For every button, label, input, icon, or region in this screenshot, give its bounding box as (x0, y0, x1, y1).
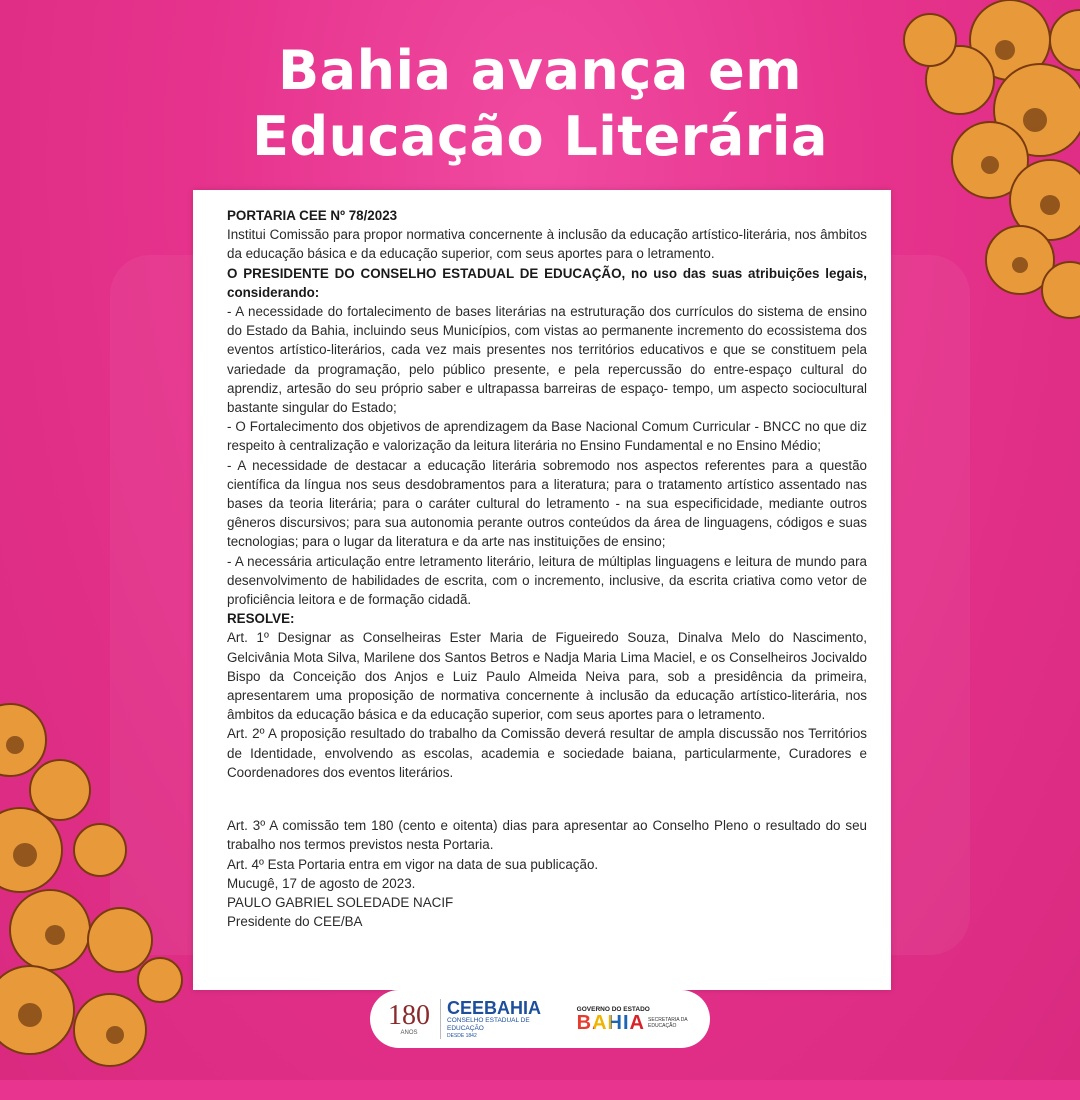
cee-full-name: CONSELHO ESTADUAL DE EDUCAÇÃO (447, 1017, 530, 1032)
article-4: Art. 4º Esta Portaria entra em vigor na data de sua publicação. (227, 856, 599, 872)
resolve-heading: RESOLVE: (227, 611, 295, 627)
gov-top-text: GOVERNO DO ESTADO (576, 1005, 650, 1013)
title-line-2: Educação Literária (252, 105, 828, 168)
article-2: Art. 2º A proposição resultado do trabalho da Comissão deverá resultar de ampla discussão nos Territórios de Identidade, envolvendo as escolas, academia e sociedade baiana, particularmente, Curadores e Coordenadores dos eventos literários. (227, 726, 867, 780)
cee-since: DESDE 1842 (447, 1033, 477, 1039)
page-title (0, 38, 1080, 170)
spacer (227, 782, 867, 816)
article-3: Art. 3º A comissão tem 180 (cento e oitenta) dias para apresentar ao Conselho Pleno o resultado do seu trabalho nos termos previstos nesta Portaria. (227, 818, 867, 853)
logo-ceebahia (440, 999, 563, 1039)
title-line-1: Bahia avança em (278, 39, 802, 102)
logo-180-anos (388, 1002, 430, 1036)
portaria-document (193, 190, 891, 990)
logo-governo-bahia (577, 1006, 692, 1033)
footer-logos (370, 990, 710, 1048)
flower-decoration-bottom-left (0, 680, 200, 1100)
article-1: Art. 1º Designar as Conselheiras Ester Maria de Figueiredo Souza, Dinalva Melo do Nascimento, Gelcivânia Mota Silva, Marilene dos Santos Betros e Nadja Maria Lima Maciel, e os Conselheiros Jocivaldo Bispo da Conceição dos Anjos e Luiz Paulo Almeida Neiva para, sob a presidência da primeira, apresentarem uma proposição de normativa concernente à inclusão da educação artístico-literária, nos âmbitos da educação básica e da educação superior, com seus aportes para o letramento. (227, 630, 867, 723)
place-date: Mucugê, 17 de agosto de 2023. (227, 875, 416, 891)
document-intro: Institui Comissão para propor normativa concernente à inclusão da educação artístico-literária, nos âmbitos da educação básica e da educação superior, com seus aportes para o letramento. (227, 227, 867, 262)
president-clause: O PRESIDENTE DO CONSELHO ESTADUAL DE EDUCAÇÃO, no uso das suas atribuições legais, considerando: (227, 265, 867, 300)
signer-role: Presidente do CEE/BA (227, 914, 363, 930)
consideration-item: - A necessidade do fortalecimento de bases literárias na estruturação dos currículos do sistema de ensino do Estado da Bahia, incluindo seus Municípios, com vistas ao permanente incremento do ecossistema dos eventos artístico-literários, cada vez mais presentes nos territórios educativos e que se constituem pela variedade da programação, pelo público presente, e pela repercussão do entre-espaço cultural do aprendiz, artesão do seu próprio saber e ultrapassa barreiras de espaço- tempo, um aspecto sociocultural bastante singular do Estado; (227, 304, 867, 416)
gov-secretaria: SECRETARIA DA EDUCAÇÃO (648, 1016, 688, 1029)
cee-name: CEEBAHIA (447, 998, 542, 1018)
consideration-item: - A necessária articulação entre letramento literário, leitura de múltiplas linguagens e leitura de mundo para desenvolvimento de habilidades de escrita, com o incremento, inclusive, da escrita criativa como vetor de proficiência leitora e de formação cidadã. (227, 553, 867, 608)
document-heading: PORTARIA CEE Nº 78/2023 (227, 208, 398, 223)
logo-180-anos-label: ANOS (400, 1030, 418, 1036)
gov-bahia-wordmark: BAHIA (576, 1011, 645, 1034)
logo-180-number: 180 (388, 1000, 430, 1031)
consideration-item: - O Fortalecimento dos objetivos de aprendizagem da Base Nacional Comum Curricular - BNCC no que diz respeito à centralização e valorização da leitura literária no Ensino Fundamental e no Ensino Médio; (227, 419, 867, 454)
consideration-item: - A necessidade de destacar a educação literária sobremodo nos aspectos referentes para a questão científica da língua nos seus desdobramentos para a literatura; para o tratamento artístico assentado nas bases da teoria literária; para o caráter cultural do letramento - na sua especificidade, mediante outros gêneros discursivos; para sua autonomia perante outros conteúdos da área de linguagens, códigos e suas tecnologias; para o lugar da literatura e da arte nas instituições de ensino; (227, 457, 867, 550)
signer-name: PAULO GABRIEL SOLEDADE NACIF (227, 894, 454, 910)
